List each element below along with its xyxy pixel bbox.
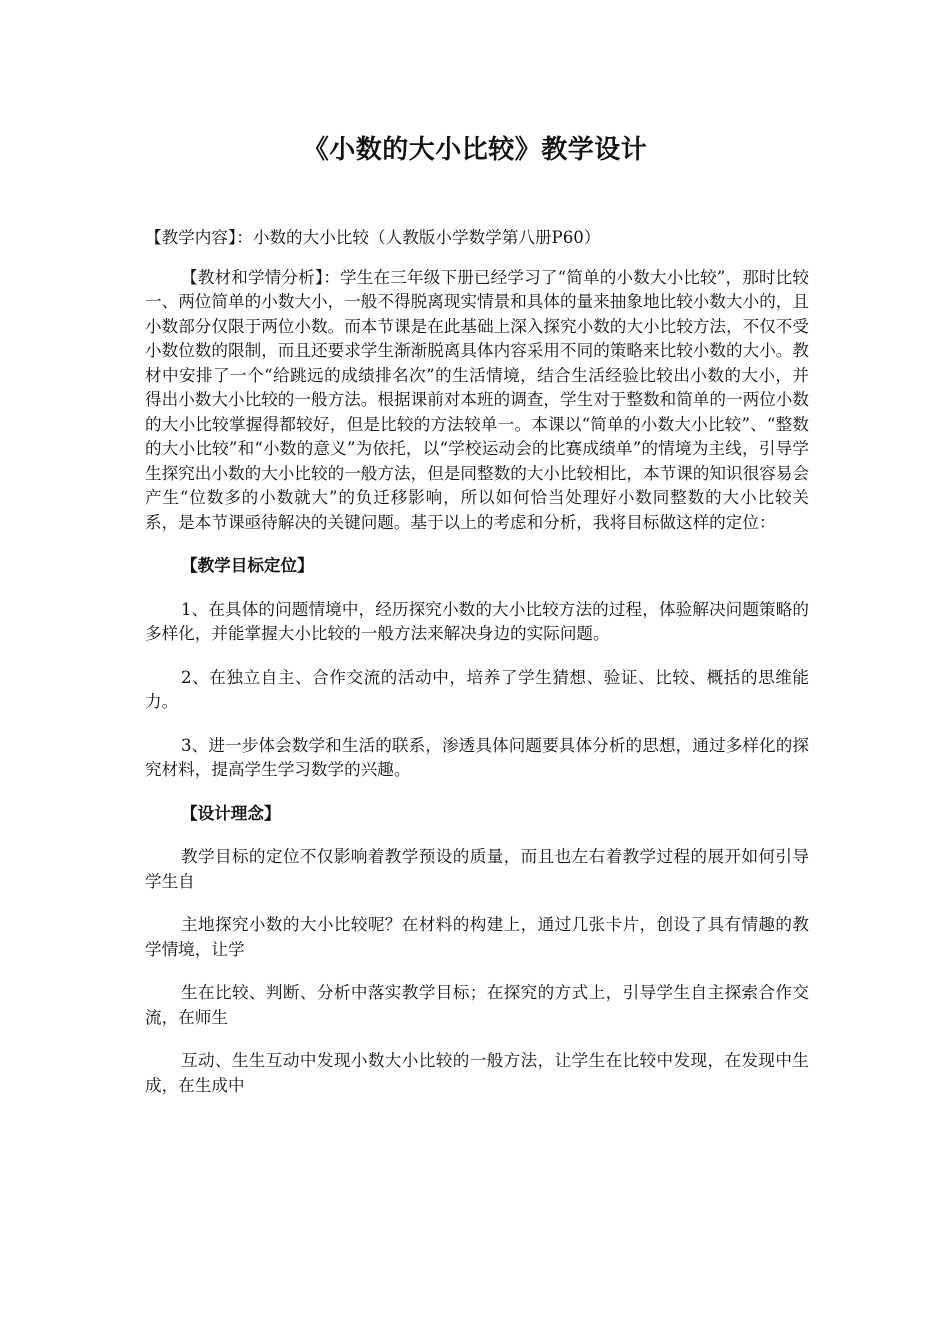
goal-item: 3、进一步体会数学和生活的联系，渗透具体问题要具体分析的思想，通过多样化的探究材料，提高学生学习数学的兴趣。 [145,735,809,779]
design-paragraph: 主地探究小数的大小比较呢？在材料的构建上，通过几张卡片，创设了具有情趣的教学情境，让学 [145,915,809,959]
analysis-label: 【教材和学情分析】 [181,267,324,287]
analysis-paragraph [145,266,809,536]
goals-heading: 【教学目标定位】 [181,556,314,575]
teaching-content-text: 小数的大小比较（人教版小学数学第八册P60） [252,228,601,247]
document-title: 《小数的大小比较》教学设计 [302,135,648,165]
design-paragraph: 互动、生生互动中发现小数大小比较的一般方法，让学生在比较中发现，在发现中生成，在生成中 [145,1051,809,1095]
teaching-content-line [145,226,809,251]
design-paragraph: 生在比较、判断、分析中落实教学目标；在探究的方式上，引导学生自主探索合作交流，在师生 [145,983,809,1027]
goal-item: 1、在具体的问题情境中，经历探究小数的大小比较方法的过程，体验解决问题策略的多样化，并能掌握大小比较的一般方法来解决身边的实际问题。 [145,599,809,643]
design-paragraph: 教学目标的定位不仅影响着教学预设的质量，而且也左右着教学过程的展开如何引导学生自 [145,847,809,891]
document-body [145,226,809,1117]
goal-item: 2、在独立自主、合作交流的活动中，培养了学生猜想、验证、比较、概括的思维能力。 [145,667,809,711]
design-heading: 【设计理念】 [181,803,281,823]
teaching-content-separator: ： [236,228,253,247]
analysis-text: ：学生在三年级下册已经学习了“简单的小数大小比较”，那时比较一、两位简单的小数大小，一般不得脱离现实情景和具体的量来抽象地比较小数大小的，且小数部分仅限于两位小数。而本节课是在此基础上深入探究小数的大小比较方法，不仅不受小数位数的限制，而且还要求学生渐渐脱离具体内容采用不同的策略来比较小数的大小。教材中安排了一个“给跳远的成绩排名次”的生活情境，结合生活经验比较出小数的大小，并得出小数大小比较的一般方法。根据课前对本班的调查，学生对于整数和简单的一两位小数的大小比较掌握得都较好，但是比较的方法较单一。本课以“简单的小数大小比较”、“整数的大小比较”和“小数的意义”为依托，以“学校运动会的比赛成绩单”的情境为主线，引导学生探究出小数的大小比较的一般方法，但是同整数的大小比较相比，本节课的知识很容易会产生“位数多的小数就大”的负迁移影响，所以如何恰当处理好小数同整数的大小比较关系，是本节课亟待解决的关键问题。基于以上的考虑和分析，我将目标做这样的定位： [145,267,809,532]
teaching-content-label: 【教学内容】 [145,228,237,247]
